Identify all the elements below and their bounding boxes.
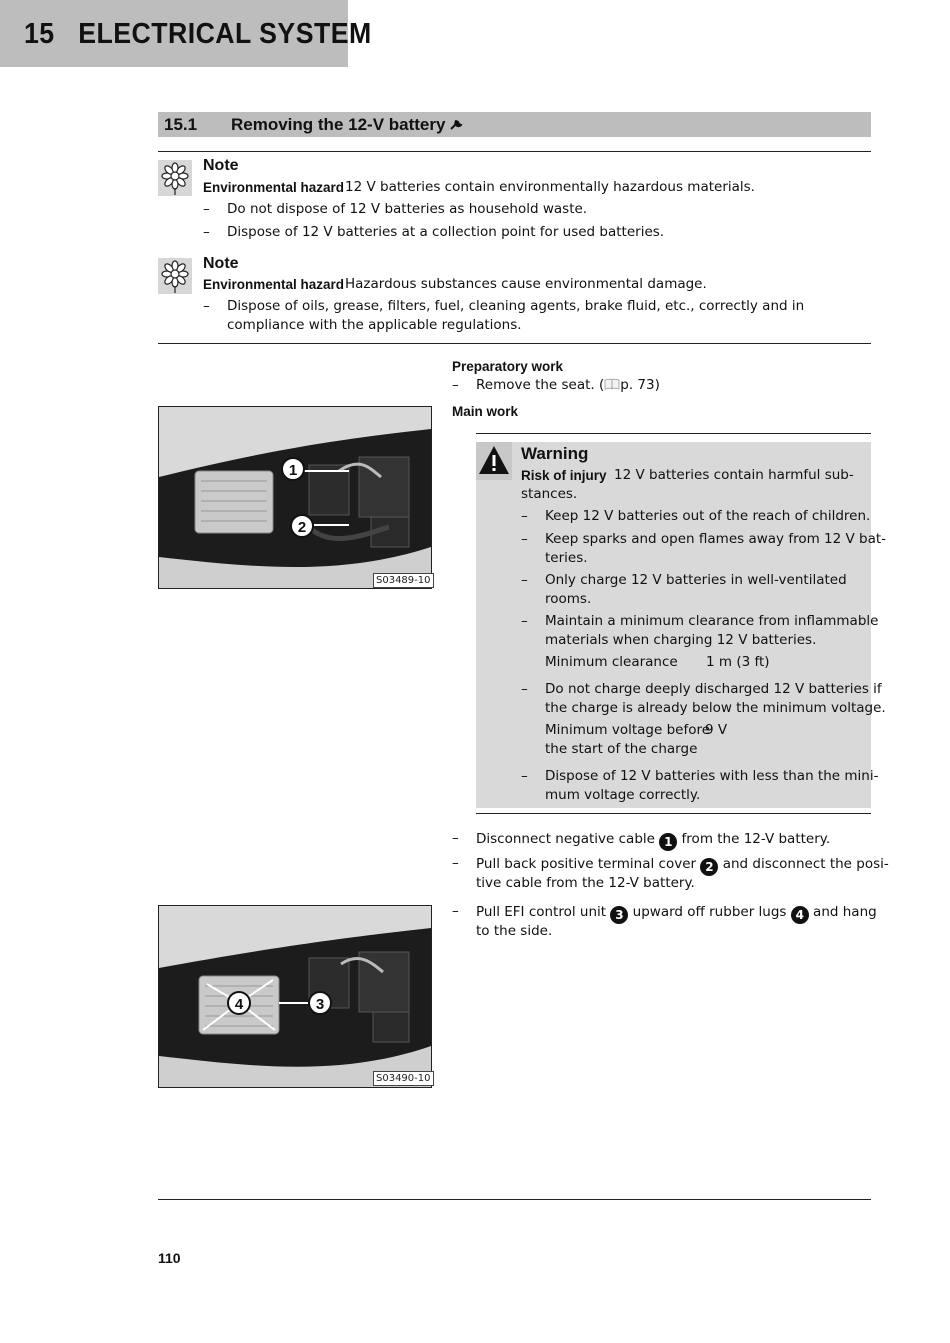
marker-1: 1 (659, 833, 677, 851)
bullet-dash: – (203, 298, 210, 314)
bullet-dash: – (452, 903, 459, 919)
warning-item-4-line-1: Maintain a minimum clearance from inflammable (545, 613, 879, 629)
warning-item-3-line-1: Only charge 12 V batteries in well-ventilated (545, 572, 847, 588)
page-number: 110 (158, 1250, 181, 1266)
book-icon[interactable] (604, 378, 620, 390)
hazard-label-2: Environmental hazard (203, 277, 345, 292)
bullet-dash: – (452, 377, 459, 393)
note-icon-box-1 (158, 160, 192, 196)
note2-item-1: Dispose of oils, grease, filters, fuel, cleaning agents, brake fluid, etc., correctly and in compliance with the applicable regulations. (227, 298, 805, 333)
bullet-dash: – (452, 830, 459, 846)
warning-item-2-line-2: teries. (545, 550, 588, 566)
bullet-dash: – (521, 613, 528, 629)
chapter-title-text: ELECTRICAL SYSTEM (78, 18, 372, 50)
note-icon-box-2 (158, 258, 192, 294)
section-title (231, 115, 464, 135)
main-work-heading: Main work (452, 404, 519, 419)
wrench-icon (450, 119, 464, 131)
divider-top (158, 151, 871, 152)
divider-warning-top (476, 433, 871, 434)
bullet-dash: – (203, 201, 210, 217)
warning-item-2-line-1: Keep sparks and open flames away from 12 V bat- (545, 531, 887, 547)
photo-battery-area-1 (158, 406, 432, 589)
warning-item-5-line-2: the charge is already below the minimum voltage. (545, 700, 886, 716)
photo-battery-area-2 (158, 905, 432, 1088)
divider-warning-bottom (476, 813, 871, 814)
note-heading-1: Note (203, 157, 239, 174)
flower-icon (158, 160, 192, 196)
prep-item-text: Remove the seat. ( (476, 377, 605, 393)
spec-clearance-label: Minimum clearance (545, 654, 678, 670)
photo-illustration-2 (159, 906, 431, 1087)
chapter-title (24, 18, 372, 51)
section-title-text: Removing the 12-V battery (231, 115, 446, 134)
step-3-line-2: to the side. (476, 923, 553, 939)
step-1 (476, 830, 830, 851)
bullet-dash: – (521, 508, 528, 524)
hazard-text-2: Hazardous substances cause environmental damage. (345, 276, 707, 292)
note1-item-2: Dispose of 12 V batteries at a collection point for used batteries. (227, 224, 665, 240)
risk-text-line-1: 12 V batteries contain harmful sub- (614, 467, 854, 483)
note1-item-1: Do not dispose of 12 V batteries as household waste. (227, 201, 588, 217)
note-heading-2: Note (203, 255, 239, 272)
step-1-text-b: from the 12-V battery. (681, 831, 831, 847)
risk-text-line-2: stances. (521, 486, 578, 502)
prep-page-ref[interactable]: p. 73) (620, 377, 660, 393)
bullet-dash: – (203, 224, 210, 240)
step-3-line-1 (476, 903, 877, 924)
bullet-dash: – (521, 681, 528, 697)
chapter-number: 15 (24, 18, 55, 50)
photo-code-2: S03490-10 (373, 1071, 434, 1086)
bullet-dash: – (521, 768, 528, 784)
warning-item-6-line-2: mum voltage correctly. (545, 787, 701, 803)
step-2-line-1 (476, 855, 889, 876)
spec-clearance-value: 1 m (3 ft) (706, 654, 770, 670)
warning-item-1: Keep 12 V batteries out of the reach of children. (545, 508, 871, 524)
marker-3: 3 (610, 906, 628, 924)
prep-item (476, 376, 660, 395)
warning-heading: Warning (521, 444, 589, 463)
warning-item-3-line-2: rooms. (545, 591, 592, 607)
bullet-dash: – (452, 855, 459, 871)
photo-1-marker-2: 2 (297, 519, 307, 536)
hazard-label-1: Environmental hazard (203, 180, 345, 195)
divider-footer (158, 1199, 871, 1200)
photo-1-marker-1: 1 (288, 462, 298, 479)
step-3-text-c: and hang (813, 904, 877, 920)
bullet-dash: – (521, 572, 528, 588)
flower-icon (158, 258, 192, 294)
prep-heading: Preparatory work (452, 359, 564, 374)
step-3-text-b: upward off rubber lugs (632, 904, 787, 920)
hazard-text-1: 12 V batteries contain environmentally hazardous materials. (345, 179, 755, 195)
step-2-text-a: Pull back positive terminal cover (476, 856, 697, 872)
spec-voltage-value: 9 V (705, 722, 728, 738)
warning-item-5-line-1: Do not charge deeply discharged 12 V batteries if (545, 681, 882, 697)
photo-code-1: S03489-10 (373, 573, 434, 588)
step-2-line-2: tive cable from the 12-V battery. (476, 875, 695, 891)
section-number: 15.1 (164, 115, 198, 134)
step-3-text-a: Pull EFI control unit (476, 904, 607, 920)
step-1-text-a: Disconnect negative cable (476, 831, 655, 847)
photo-2-marker-3: 3 (315, 996, 325, 1013)
spec-voltage-label-1: Minimum voltage before (545, 722, 711, 738)
photo-2-marker-4: 4 (234, 996, 244, 1013)
warning-item-4-line-2: materials when charging 12 V batteries. (545, 632, 817, 648)
divider-notes-end (158, 343, 871, 344)
risk-label: Risk of injury (521, 468, 607, 483)
bullet-dash: – (521, 531, 528, 547)
step-2-text-b: and disconnect the posi- (722, 856, 889, 872)
marker-4: 4 (791, 906, 809, 924)
warning-icon-box (476, 442, 512, 480)
photo-illustration-1 (159, 407, 431, 588)
marker-2: 2 (700, 858, 718, 876)
spec-voltage-label-2: the start of the charge (545, 741, 698, 757)
warning-triangle-icon (476, 442, 512, 480)
warning-item-6-line-1: Dispose of 12 V batteries with less than the mini- (545, 768, 879, 784)
